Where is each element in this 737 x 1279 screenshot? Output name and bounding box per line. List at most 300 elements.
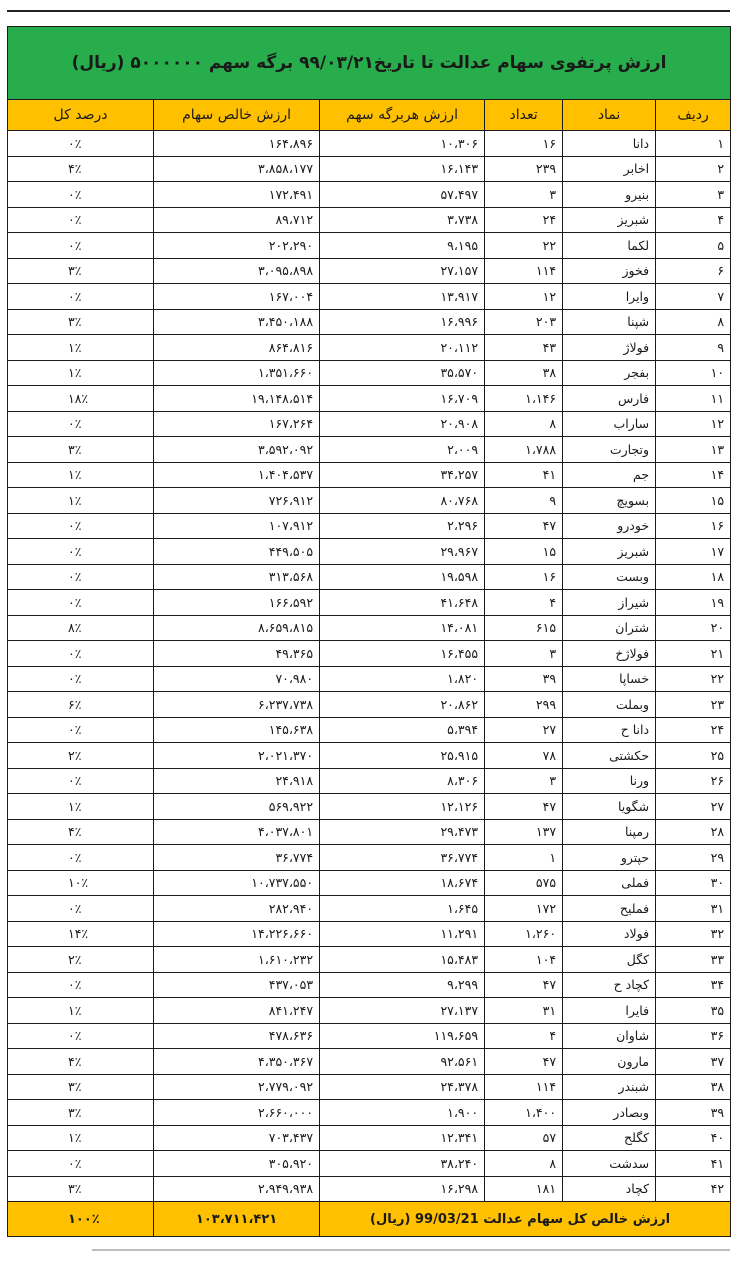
table-body — [8, 131, 731, 1202]
cell-net-value: ۶،۲۳۷،۷۳۸ — [154, 692, 320, 718]
cell-row-number: ۳۷ — [656, 1049, 731, 1075]
cell-net-value: ۱۶۷،۰۰۴ — [154, 284, 320, 310]
cell-net-value: ۱۶۴،۸۹۶ — [154, 131, 320, 157]
cell-per-share-value: ۲۷،۱۳۷ — [320, 998, 485, 1024]
cell-symbol: دانا — [563, 131, 656, 157]
table-row — [8, 998, 731, 1024]
cell-per-share-value: ۲۰،۱۱۲ — [320, 335, 485, 361]
cell-percent: ۰٪ — [8, 131, 154, 157]
cell-count: ۱۷۲ — [485, 896, 563, 922]
cell-net-value: ۱۶۶،۵۹۲ — [154, 590, 320, 616]
cell-net-value: ۳۶،۷۷۴ — [154, 845, 320, 871]
cell-row-number: ۴۰ — [656, 1125, 731, 1151]
cell-row-number: ۳۱ — [656, 896, 731, 922]
cell-percent: ۰٪ — [8, 666, 154, 692]
cell-per-share-value: ۱۲،۳۴۱ — [320, 1125, 485, 1151]
portfolio-table — [7, 26, 731, 1237]
cell-net-value: ۲۰۲،۲۹۰ — [154, 233, 320, 259]
cell-per-share-value: ۱۶،۲۹۸ — [320, 1176, 485, 1202]
cell-percent: ۱٪ — [8, 1125, 154, 1151]
cell-net-value: ۲،۶۶۰،۰۰۰ — [154, 1100, 320, 1126]
table-row — [8, 462, 731, 488]
cell-count: ۲۴ — [485, 207, 563, 233]
cell-count: ۱۸۱ — [485, 1176, 563, 1202]
table-row — [8, 1023, 731, 1049]
cell-per-share-value: ۲۰،۸۶۲ — [320, 692, 485, 718]
table-row — [8, 513, 731, 539]
table-row — [8, 743, 731, 769]
cell-net-value: ۳،۸۵۸،۱۷۷ — [154, 156, 320, 182]
cell-net-value: ۴،۰۳۷،۸۰۱ — [154, 819, 320, 845]
cell-percent: ۳٪ — [8, 1176, 154, 1202]
cell-count: ۳۹ — [485, 666, 563, 692]
cell-row-number: ۲۰ — [656, 615, 731, 641]
cell-net-value: ۳۰۵،۹۲۰ — [154, 1151, 320, 1177]
cell-per-share-value: ۲۴،۳۷۸ — [320, 1074, 485, 1100]
cell-per-share-value: ۱۵،۴۸۳ — [320, 947, 485, 973]
table-row — [8, 1074, 731, 1100]
cell-net-value: ۱۰۷،۹۱۲ — [154, 513, 320, 539]
cell-percent: ۳٪ — [8, 309, 154, 335]
cell-net-value: ۱،۳۵۱،۶۶۰ — [154, 360, 320, 386]
cell-percent: ۱٪ — [8, 488, 154, 514]
cell-per-share-value: ۵،۳۹۴ — [320, 717, 485, 743]
cell-symbol: اخابر — [563, 156, 656, 182]
cell-symbol: وتجارت — [563, 437, 656, 463]
cell-count: ۱۱۴ — [485, 258, 563, 284]
table-row — [8, 564, 731, 590]
cell-symbol: کچاد — [563, 1176, 656, 1202]
table-row — [8, 437, 731, 463]
cell-symbol: دانا ح — [563, 717, 656, 743]
cell-symbol: لکما — [563, 233, 656, 259]
cell-per-share-value: ۱۶،۴۵۵ — [320, 641, 485, 667]
table-row — [8, 896, 731, 922]
cell-count: ۱۱۴ — [485, 1074, 563, 1100]
cell-net-value: ۷۰۳،۴۳۷ — [154, 1125, 320, 1151]
cell-row-number: ۳۴ — [656, 972, 731, 998]
cell-row-number: ۵ — [656, 233, 731, 259]
cell-per-share-value: ۳۶،۷۷۴ — [320, 845, 485, 871]
cell-row-number: ۲۷ — [656, 794, 731, 820]
cell-net-value: ۴،۳۵۰،۳۶۷ — [154, 1049, 320, 1075]
cell-count: ۱۲ — [485, 284, 563, 310]
cell-row-number: ۱۹ — [656, 590, 731, 616]
cell-count: ۳۸ — [485, 360, 563, 386]
table-row — [8, 1176, 731, 1202]
cell-per-share-value: ۱۲،۱۲۶ — [320, 794, 485, 820]
cell-symbol: فملی — [563, 870, 656, 896]
cell-symbol: بنیرو — [563, 182, 656, 208]
cell-count: ۱۶ — [485, 564, 563, 590]
cell-symbol: ساراب — [563, 411, 656, 437]
cell-net-value: ۱۹،۱۴۸،۵۱۴ — [154, 386, 320, 412]
bottom-border-line — [92, 1249, 730, 1251]
cell-net-value: ۱۴۵،۶۳۸ — [154, 717, 320, 743]
cell-count: ۴۷ — [485, 794, 563, 820]
cell-net-value: ۳،۰۹۵،۸۹۸ — [154, 258, 320, 284]
table-row — [8, 1049, 731, 1075]
cell-net-value: ۱۰،۷۳۷،۵۵۰ — [154, 870, 320, 896]
cell-percent: ۱٪ — [8, 794, 154, 820]
cell-net-value: ۲،۷۷۹،۰۹۲ — [154, 1074, 320, 1100]
cell-percent: ۰٪ — [8, 845, 154, 871]
table-row — [8, 335, 731, 361]
cell-symbol: شبریز — [563, 539, 656, 565]
table-row — [8, 692, 731, 718]
cell-symbol: شگویا — [563, 794, 656, 820]
cell-percent: ۰٪ — [8, 539, 154, 565]
cell-symbol: ورنا — [563, 768, 656, 794]
cell-row-number: ۱۵ — [656, 488, 731, 514]
table-row — [8, 666, 731, 692]
cell-percent: ۴٪ — [8, 819, 154, 845]
table-row — [8, 819, 731, 845]
cell-percent: ۰٪ — [8, 1023, 154, 1049]
cell-row-number: ۱۴ — [656, 462, 731, 488]
cell-symbol: وبملت — [563, 692, 656, 718]
cell-count: ۴ — [485, 1023, 563, 1049]
cell-percent: ۰٪ — [8, 513, 154, 539]
cell-per-share-value: ۱،۹۰۰ — [320, 1100, 485, 1126]
cell-symbol: کچاد ح — [563, 972, 656, 998]
cell-symbol: فولاژ — [563, 335, 656, 361]
cell-symbol: حکشتی — [563, 743, 656, 769]
cell-row-number: ۱۲ — [656, 411, 731, 437]
cell-symbol: فملیح — [563, 896, 656, 922]
cell-per-share-value: ۲،۰۰۹ — [320, 437, 485, 463]
portfolio-sheet — [7, 26, 730, 1248]
cell-count: ۶۱۵ — [485, 615, 563, 641]
cell-symbol: شپنا — [563, 309, 656, 335]
table-row — [8, 1151, 731, 1177]
cell-row-number: ۱۰ — [656, 360, 731, 386]
cell-row-number: ۲۳ — [656, 692, 731, 718]
cell-row-number: ۲۱ — [656, 641, 731, 667]
cell-symbol: شتران — [563, 615, 656, 641]
cell-net-value: ۸۴۱،۲۴۷ — [154, 998, 320, 1024]
cell-net-value: ۱،۴۰۴،۵۳۷ — [154, 462, 320, 488]
cell-count: ۴۳ — [485, 335, 563, 361]
cell-row-number: ۹ — [656, 335, 731, 361]
cell-count: ۸ — [485, 1151, 563, 1177]
table-row — [8, 309, 731, 335]
table-title: ارزش پرتفوی سهام عدالت تا تاریخ۹۹/۰۳/۲۱ برگه سهم ۵۰۰۰۰۰۰ (ریال) — [8, 27, 731, 100]
cell-net-value: ۱،۶۱۰،۲۳۲ — [154, 947, 320, 973]
cell-per-share-value: ۱۸،۶۷۴ — [320, 870, 485, 896]
cell-net-value: ۱۴،۲۲۶،۶۶۰ — [154, 921, 320, 947]
cell-per-share-value: ۳۴،۲۵۷ — [320, 462, 485, 488]
cell-symbol: مارون — [563, 1049, 656, 1075]
table-row — [8, 182, 731, 208]
cell-net-value: ۱۷۲،۴۹۱ — [154, 182, 320, 208]
cell-per-share-value: ۳۵،۵۷۰ — [320, 360, 485, 386]
cell-per-share-value: ۱،۶۴۵ — [320, 896, 485, 922]
cell-percent: ۰٪ — [8, 233, 154, 259]
total-label: ارزش خالص کل سهام عدالت 99/03/21 (ریال) — [320, 1202, 731, 1237]
cell-per-share-value: ۲۵،۹۱۵ — [320, 743, 485, 769]
cell-percent: ۰٪ — [8, 182, 154, 208]
cell-row-number: ۴۱ — [656, 1151, 731, 1177]
table-row — [8, 590, 731, 616]
cell-percent: ۰٪ — [8, 641, 154, 667]
table-row — [8, 156, 731, 182]
cell-per-share-value: ۱۳،۹۱۷ — [320, 284, 485, 310]
cell-count: ۳ — [485, 641, 563, 667]
cell-symbol: بسویچ — [563, 488, 656, 514]
cell-per-share-value: ۱۶،۱۴۳ — [320, 156, 485, 182]
cell-percent: ۰٪ — [8, 717, 154, 743]
cell-per-share-value: ۲،۲۹۶ — [320, 513, 485, 539]
cell-percent: ۱٪ — [8, 360, 154, 386]
cell-row-number: ۳۰ — [656, 870, 731, 896]
cell-percent: ۳٪ — [8, 1100, 154, 1126]
cell-percent: ۱٪ — [8, 462, 154, 488]
cell-count: ۳ — [485, 182, 563, 208]
cell-net-value: ۷۲۶،۹۱۲ — [154, 488, 320, 514]
cell-row-number: ۳۳ — [656, 947, 731, 973]
cell-row-number: ۱۱ — [656, 386, 731, 412]
cell-row-number: ۴ — [656, 207, 731, 233]
cell-row-number: ۱۸ — [656, 564, 731, 590]
table-row — [8, 870, 731, 896]
cell-symbol: وبصادر — [563, 1100, 656, 1126]
cell-row-number: ۳۲ — [656, 921, 731, 947]
table-row — [8, 411, 731, 437]
cell-symbol: کگلح — [563, 1125, 656, 1151]
table-row — [8, 488, 731, 514]
cell-net-value: ۸،۶۵۹،۸۱۵ — [154, 615, 320, 641]
table-row — [8, 207, 731, 233]
cell-per-share-value: ۱۹،۵۹۸ — [320, 564, 485, 590]
table-row — [8, 972, 731, 998]
total-percent: ۱۰۰٪ — [8, 1202, 154, 1237]
table-row — [8, 947, 731, 973]
cell-row-number: ۳۹ — [656, 1100, 731, 1126]
cell-count: ۱،۴۰۰ — [485, 1100, 563, 1126]
cell-percent: ۰٪ — [8, 564, 154, 590]
table-row — [8, 258, 731, 284]
cell-count: ۱ — [485, 845, 563, 871]
cell-per-share-value: ۱،۸۲۰ — [320, 666, 485, 692]
cell-count: ۱۶ — [485, 131, 563, 157]
table-row — [8, 1125, 731, 1151]
cell-percent: ۰٪ — [8, 972, 154, 998]
cell-row-number: ۷ — [656, 284, 731, 310]
header-percent: درصد کل — [8, 100, 154, 131]
cell-net-value: ۲۸۲،۹۴۰ — [154, 896, 320, 922]
cell-count: ۱۵ — [485, 539, 563, 565]
cell-count: ۴۷ — [485, 513, 563, 539]
cell-symbol: رمپنا — [563, 819, 656, 845]
table-row — [8, 921, 731, 947]
cell-net-value: ۴۴۹،۵۰۵ — [154, 539, 320, 565]
cell-per-share-value: ۲۰،۹۰۸ — [320, 411, 485, 437]
cell-row-number: ۲۸ — [656, 819, 731, 845]
cell-percent: ۰٪ — [8, 207, 154, 233]
table-row — [8, 360, 731, 386]
cell-row-number: ۳ — [656, 182, 731, 208]
cell-net-value: ۱۶۷،۲۶۴ — [154, 411, 320, 437]
cell-percent: ۳٪ — [8, 1074, 154, 1100]
cell-net-value: ۴۹،۳۶۵ — [154, 641, 320, 667]
cell-symbol: فخوز — [563, 258, 656, 284]
cell-row-number: ۶ — [656, 258, 731, 284]
cell-count: ۲۳۹ — [485, 156, 563, 182]
cell-row-number: ۴۲ — [656, 1176, 731, 1202]
cell-percent: ۶٪ — [8, 692, 154, 718]
header-net-value: ارزش خالص سهام — [154, 100, 320, 131]
cell-per-share-value: ۸،۳۰۶ — [320, 768, 485, 794]
cell-percent: ۳٪ — [8, 437, 154, 463]
header-count: تعداد — [485, 100, 563, 131]
table-row — [8, 717, 731, 743]
table-row — [8, 1100, 731, 1126]
cell-net-value: ۸۶۴،۸۱۶ — [154, 335, 320, 361]
cell-net-value: ۵۶۹،۹۲۲ — [154, 794, 320, 820]
total-row — [8, 1202, 731, 1237]
cell-net-value: ۲،۰۲۱،۳۷۰ — [154, 743, 320, 769]
top-border-line — [7, 10, 730, 12]
cell-symbol: وبست — [563, 564, 656, 590]
cell-per-share-value: ۹،۲۹۹ — [320, 972, 485, 998]
cell-row-number: ۱۶ — [656, 513, 731, 539]
cell-symbol: کگل — [563, 947, 656, 973]
cell-symbol: شیراز — [563, 590, 656, 616]
cell-percent: ۰٪ — [8, 768, 154, 794]
cell-per-share-value: ۸۰،۷۶۸ — [320, 488, 485, 514]
cell-percent: ۰٪ — [8, 896, 154, 922]
header-symbol: نماد — [563, 100, 656, 131]
cell-row-number: ۱۷ — [656, 539, 731, 565]
cell-net-value: ۳،۴۵۰،۱۸۸ — [154, 309, 320, 335]
cell-percent: ۳٪ — [8, 258, 154, 284]
cell-count: ۲۷ — [485, 717, 563, 743]
table-row — [8, 233, 731, 259]
cell-count: ۲۰۳ — [485, 309, 563, 335]
cell-row-number: ۲ — [656, 156, 731, 182]
cell-count: ۲۲ — [485, 233, 563, 259]
cell-symbol: شاوان — [563, 1023, 656, 1049]
table-row — [8, 615, 731, 641]
cell-count: ۴۱ — [485, 462, 563, 488]
cell-net-value: ۳،۵۹۲،۰۹۲ — [154, 437, 320, 463]
cell-net-value: ۷۰،۹۸۰ — [154, 666, 320, 692]
cell-net-value: ۴۷۸،۶۳۶ — [154, 1023, 320, 1049]
cell-row-number: ۱۳ — [656, 437, 731, 463]
cell-symbol: خساپا — [563, 666, 656, 692]
cell-row-number: ۲۹ — [656, 845, 731, 871]
cell-count: ۸ — [485, 411, 563, 437]
cell-count: ۴۷ — [485, 1049, 563, 1075]
cell-count: ۹ — [485, 488, 563, 514]
table-row — [8, 131, 731, 157]
cell-count: ۱۰۴ — [485, 947, 563, 973]
cell-symbol: فولاد — [563, 921, 656, 947]
cell-count: ۴ — [485, 590, 563, 616]
cell-count: ۱،۱۴۶ — [485, 386, 563, 412]
cell-net-value: ۲،۹۴۹،۹۳۸ — [154, 1176, 320, 1202]
cell-percent: ۲٪ — [8, 947, 154, 973]
cell-per-share-value: ۳،۷۳۸ — [320, 207, 485, 233]
cell-row-number: ۲۲ — [656, 666, 731, 692]
total-net-value: ۱۰۳،۷۱۱،۴۲۱ — [154, 1202, 320, 1237]
cell-count: ۱،۷۸۸ — [485, 437, 563, 463]
table-row — [8, 386, 731, 412]
cell-percent: ۴٪ — [8, 156, 154, 182]
cell-count: ۴۷ — [485, 972, 563, 998]
cell-per-share-value: ۲۹،۹۶۷ — [320, 539, 485, 565]
table-row — [8, 768, 731, 794]
cell-symbol: خودرو — [563, 513, 656, 539]
cell-per-share-value: ۱۰،۳۰۶ — [320, 131, 485, 157]
cell-per-share-value: ۱۱،۲۹۱ — [320, 921, 485, 947]
cell-percent: ۱۸٪ — [8, 386, 154, 412]
cell-net-value: ۳۱۳،۵۶۸ — [154, 564, 320, 590]
cell-per-share-value: ۴۱،۶۴۸ — [320, 590, 485, 616]
cell-row-number: ۲۶ — [656, 768, 731, 794]
cell-percent: ۱٪ — [8, 998, 154, 1024]
header-per-share-value: ارزش هربرگه سهم — [320, 100, 485, 131]
cell-percent: ۱۴٪ — [8, 921, 154, 947]
cell-symbol: فایرا — [563, 998, 656, 1024]
table-row — [8, 539, 731, 565]
cell-per-share-value: ۱۱۹،۶۵۹ — [320, 1023, 485, 1049]
cell-net-value: ۴۳۷،۰۵۳ — [154, 972, 320, 998]
cell-net-value: ۲۴،۹۱۸ — [154, 768, 320, 794]
cell-row-number: ۲۵ — [656, 743, 731, 769]
cell-count: ۲۹۹ — [485, 692, 563, 718]
cell-per-share-value: ۵۷،۴۹۷ — [320, 182, 485, 208]
header-row — [8, 100, 731, 131]
cell-percent: ۱٪ — [8, 335, 154, 361]
cell-row-number: ۳۶ — [656, 1023, 731, 1049]
cell-row-number: ۲۴ — [656, 717, 731, 743]
cell-per-share-value: ۲۷،۱۵۷ — [320, 258, 485, 284]
cell-percent: ۰٪ — [8, 411, 154, 437]
table-row — [8, 641, 731, 667]
cell-symbol: جم — [563, 462, 656, 488]
cell-per-share-value: ۳۸،۲۴۰ — [320, 1151, 485, 1177]
cell-row-number: ۸ — [656, 309, 731, 335]
cell-symbol: بفجر — [563, 360, 656, 386]
cell-percent: ۲٪ — [8, 743, 154, 769]
cell-count: ۵۷۵ — [485, 870, 563, 896]
cell-symbol: شبریز — [563, 207, 656, 233]
cell-per-share-value: ۲۹،۴۷۳ — [320, 819, 485, 845]
header-row-number: ردیف — [656, 100, 731, 131]
cell-row-number: ۳۵ — [656, 998, 731, 1024]
cell-count: ۳ — [485, 768, 563, 794]
cell-per-share-value: ۹۲،۵۶۱ — [320, 1049, 485, 1075]
cell-percent: ۱۰٪ — [8, 870, 154, 896]
table-row — [8, 794, 731, 820]
table-row — [8, 284, 731, 310]
cell-symbol: وایرا — [563, 284, 656, 310]
cell-count: ۱،۲۶۰ — [485, 921, 563, 947]
cell-symbol: شبندر — [563, 1074, 656, 1100]
cell-per-share-value: ۱۴،۰۸۱ — [320, 615, 485, 641]
cell-percent: ۰٪ — [8, 590, 154, 616]
cell-row-number: ۳۸ — [656, 1074, 731, 1100]
cell-per-share-value: ۱۶،۷۰۹ — [320, 386, 485, 412]
cell-per-share-value: ۹،۱۹۵ — [320, 233, 485, 259]
cell-symbol: سدشت — [563, 1151, 656, 1177]
cell-count: ۵۷ — [485, 1125, 563, 1151]
cell-percent: ۸٪ — [8, 615, 154, 641]
cell-symbol: حپترو — [563, 845, 656, 871]
cell-net-value: ۸۹،۷۱۲ — [154, 207, 320, 233]
